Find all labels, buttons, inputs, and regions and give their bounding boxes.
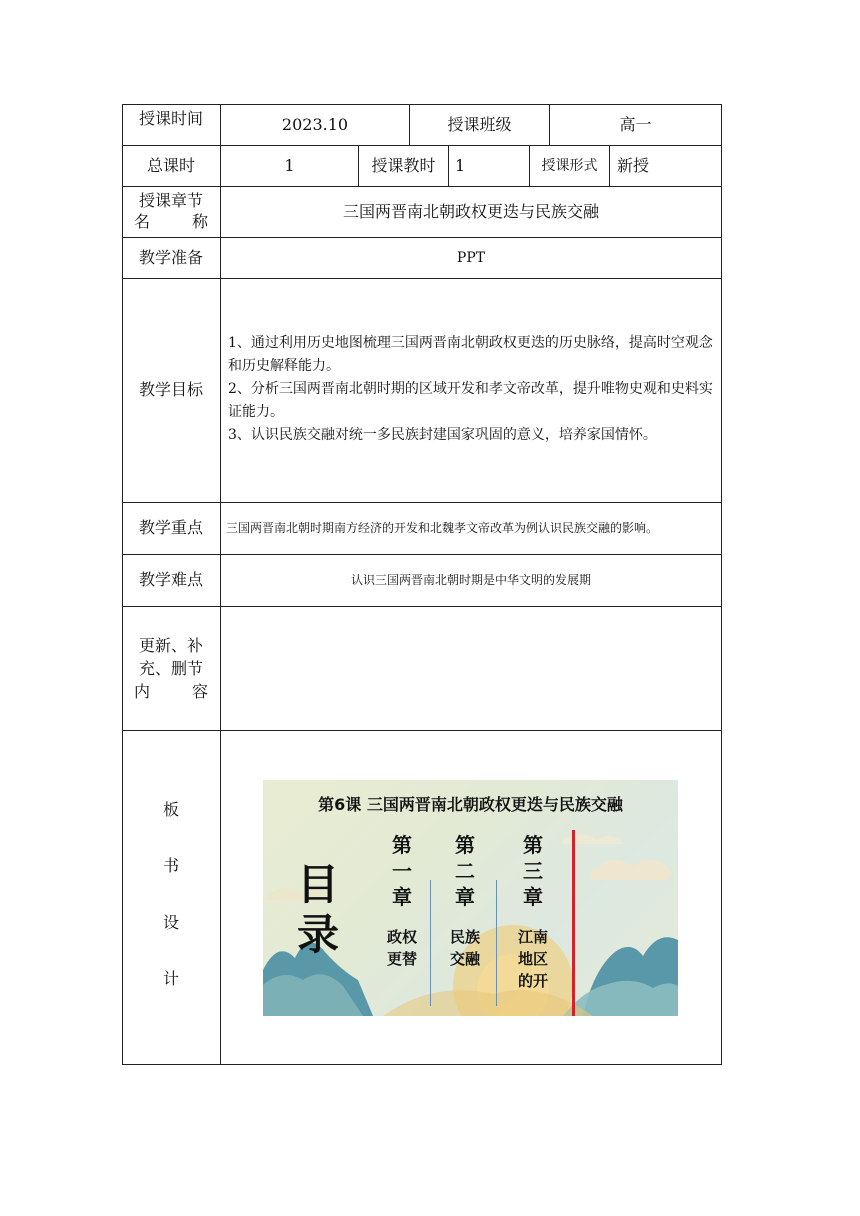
teaching-goal-item: 2、分析三国两晋南北朝时期的区域开发和孝文帝改革，提升唯物史观和史料实证能力。	[228, 381, 713, 420]
label-class-grade: 授课班级	[447, 114, 512, 134]
teaching-goals-list	[228, 332, 718, 447]
board-contents-heading: 目录	[296, 860, 339, 959]
board-chapter-1-body: 政权更替	[387, 928, 418, 968]
board-chapter-2-body: 民族交融	[450, 928, 481, 968]
label-chapter-name-line1: 授课章节	[138, 191, 203, 211]
label-board-design-char: 计	[162, 969, 179, 989]
label-board-design	[122, 800, 220, 990]
label-updates	[122, 607, 220, 730]
board-design-image	[263, 780, 678, 1016]
updates-value-empty	[221, 607, 721, 730]
board-red-accent-bar	[572, 830, 575, 1016]
chapter-name-value: 三国两晋南北朝政权更迭与民族交融	[342, 201, 599, 221]
board-divider-line	[430, 880, 431, 1006]
preparation-value: PPT	[456, 249, 486, 266]
board-chapter-2-head: 第二章	[455, 833, 475, 909]
cloud-shape	[589, 859, 671, 880]
label-board-design-char: 书	[162, 856, 179, 876]
teaching-type-value: 新授	[617, 155, 650, 175]
total-hours-value: 1	[284, 155, 295, 175]
label-updates-line2: 充、删节	[138, 659, 203, 678]
key-points-value: 三国两晋南北朝时期南方经济的开发和北魏孝文帝改革为例认识民族交融的影响。	[226, 520, 659, 535]
board-divider-line	[496, 880, 497, 1006]
label-total-hours: 总课时	[146, 155, 195, 175]
board-chapter-3-head: 第三章	[523, 833, 543, 909]
label-updates-char-a: 内	[134, 682, 151, 701]
board-chapter-1-head: 第一章	[392, 833, 412, 909]
label-key-points: 教学重点	[138, 518, 203, 538]
difficulties-value: 认识三国两晋南北朝时期是中华文明的发展期	[350, 572, 591, 587]
label-teaching-type: 授课形式	[541, 157, 598, 174]
board-title: 第6课 三国两晋南北朝政权更迭与民族交融	[318, 795, 623, 814]
label-preparation: 教学准备	[138, 247, 203, 267]
teaching-goal-item: 3、认识民族交融对统一多民族封建国家巩固的意义，培养家国情怀。	[228, 427, 657, 443]
teaching-goal-item: 1、通过利用历史地图梳理三国两晋南北朝政权更迭的历史脉络，提高时空观念和历史解释能力。	[228, 335, 713, 374]
board-chapter-2	[450, 832, 480, 970]
class-date-value: 2023.10	[281, 114, 349, 134]
label-chapter-name-char-b: 称	[191, 212, 208, 231]
label-board-design-char: 板	[162, 800, 179, 819]
label-chapter-name-char-a: 名	[134, 212, 151, 231]
label-board-design-char: 设	[162, 912, 179, 932]
label-chapter-name	[122, 187, 220, 237]
label-teaching-goals: 教学目标	[138, 380, 203, 400]
label-updates-line1: 更新、补	[138, 636, 203, 655]
label-class-time: 授课时间	[138, 108, 203, 128]
teaching-hours-value: 1	[455, 155, 466, 175]
class-grade-value: 高一	[619, 114, 652, 134]
board-chapter-3	[518, 832, 548, 992]
label-difficulties: 教学难点	[138, 570, 203, 590]
board-chapter-1	[387, 832, 417, 970]
label-teaching-hours: 授课教时	[371, 155, 436, 175]
label-updates-char-b: 容	[191, 682, 208, 701]
board-chapter-3-body: 江南地区的开	[518, 928, 549, 990]
